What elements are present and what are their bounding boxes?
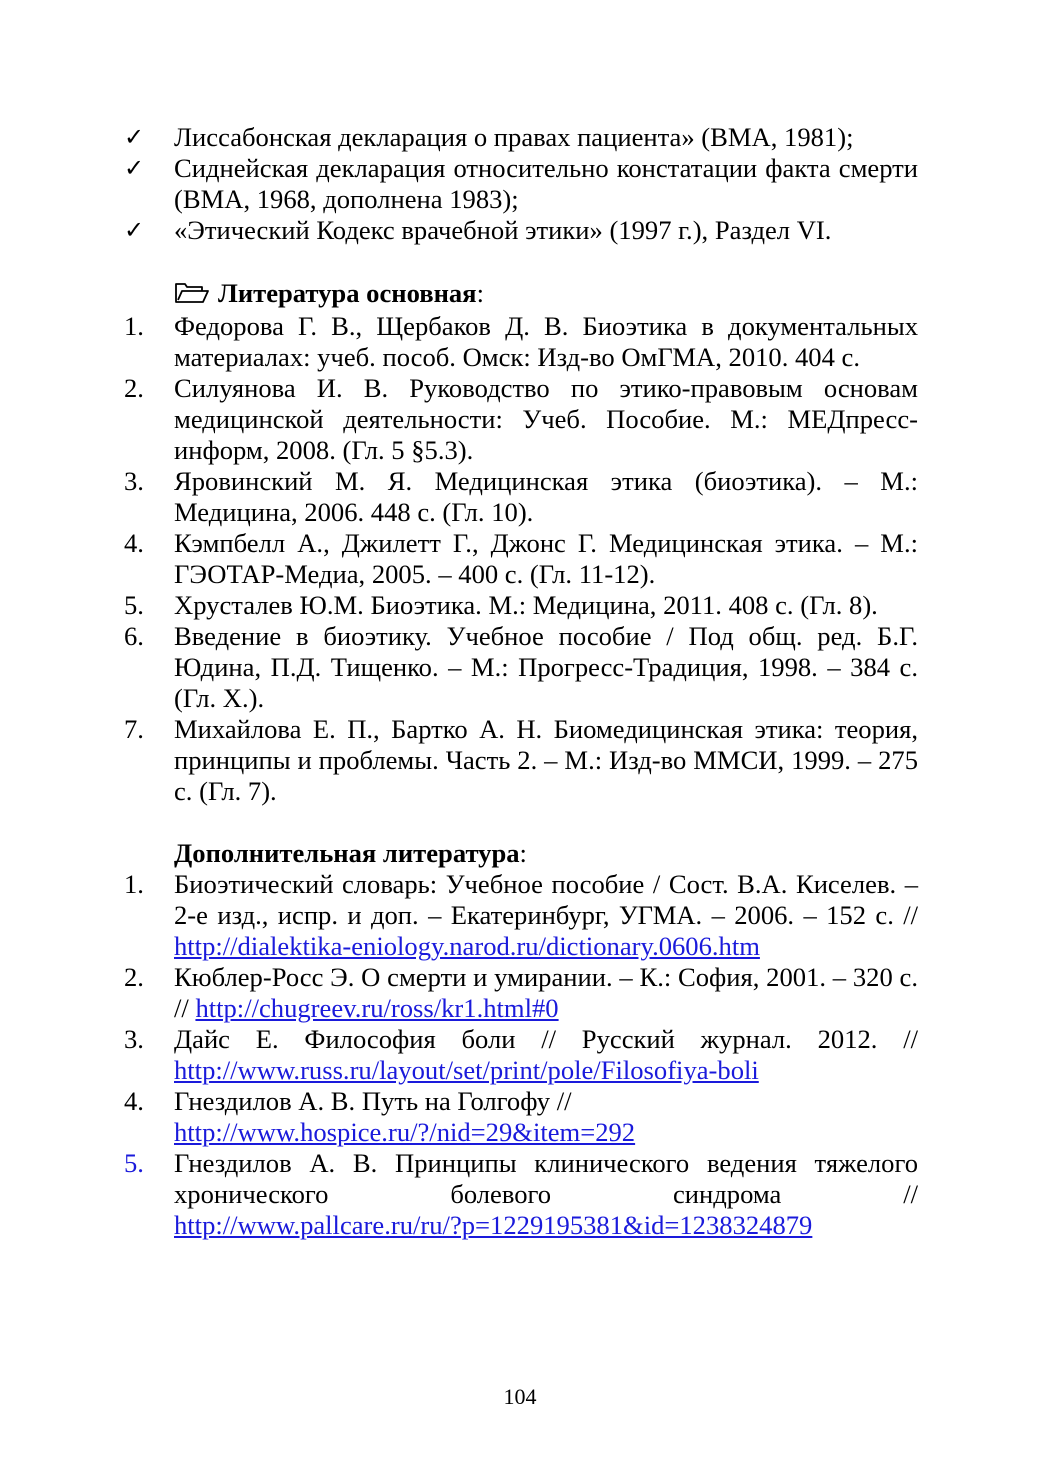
item-number: 6. [124,621,144,651]
additional-literature-item [124,869,918,962]
item-number: 1. [124,311,144,341]
item-number: 5. [124,1148,144,1178]
check-icon: ✓ [124,216,145,244]
heading-colon: : [476,278,484,308]
main-literature-item [124,311,918,373]
main-literature-title: Литература основная [218,278,477,308]
check-icon: ✓ [124,123,145,151]
reference-link[interactable]: http://www.russ.ru/layout/set/print/pole/Filosofiya-boli [174,1055,759,1085]
check-item-text: Сиднейская декларация относительно констатации факта смерти (ВМА, 1968, дополнена 1983); [174,153,918,214]
item-content [174,962,918,1024]
item-number: 5. [124,590,144,620]
item-content [174,1148,918,1241]
item-text-spaced-line [174,1179,918,1210]
item-number: 7. [124,714,144,744]
additional-literature-title: Дополнительная литература [174,838,520,868]
item-word: болевого [450,1179,552,1209]
item-number: 3. [124,466,144,496]
main-literature-item [124,373,918,466]
reference-link[interactable]: http://chugreev.ru/ross/kr1.html#0 [195,993,559,1023]
item-text: Введение в биоэтику. Учебное пособие / Под общ. ред. Б.Г. Юдина, П.Д. Тищенко. – М.: Прогресс-Традиция, 1998. – 384 с. (Гл. Х.). [174,621,918,713]
item-text: Михайлова Е. П., Бартко А. Н. Биомедицинская этика: теория, принципы и проблемы. Часть 2. – М.: Изд-во ММСИ, 1999. – 275 с. (Гл. 7). [174,714,918,806]
item-word: синдрома [672,1179,782,1209]
check-item-text: «Этический Кодекс врачебной этики» (1997 г.), Раздел VI. [174,215,832,245]
document-page [124,122,918,1241]
heading-colon: : [519,838,527,868]
additional-literature-heading [174,838,918,869]
additional-literature-item [124,1024,918,1086]
item-text: Кэмпбелл А., Джилетт Г., Джонс Г. Медицинская этика. – М.: ГЭОТАР-Медиа, 2005. – 400 с. (Гл. 11-12). [174,528,918,589]
item-number: 4. [124,528,144,558]
additional-literature-item [124,1148,918,1241]
reference-link[interactable]: http://www.pallcare.ru/ru/?p=1229195381&id=1238324879 [174,1210,813,1240]
item-text: Федорова Г. В., Щербаков Д. В. Биоэтика в документальных материалах: учеб. пособ. Омск: Изд-во ОмГМА, 2010. 404 с. [174,311,918,372]
item-word: хронического [174,1179,329,1209]
item-number: 2. [124,962,144,992]
item-number: 2. [124,373,144,403]
check-item [124,215,918,246]
item-text: Силуянова И. В. Руководство по этико-правовым основам медицинской деятельности: Учеб. Пособие. М.: МЕДпресс-информ, 2008. (Гл. 5 §5.3). [174,373,918,465]
main-literature-item [124,714,918,807]
item-content [174,1024,918,1086]
main-literature-heading [174,278,918,311]
reference-link[interactable]: http://dialektika-eniology.narod.ru/dictionary.0606.htm [174,931,760,961]
additional-literature-item [124,962,918,1024]
main-literature-item [124,466,918,528]
main-literature-item [124,621,918,714]
reference-link[interactable]: http://www.hospice.ru/?/nid=29&item=292 [174,1117,636,1147]
item-word: // [903,1179,918,1209]
page-number: 104 [503,1384,537,1409]
item-text: Яровинский М. Я. Медицинская этика (биоэтика). – М.: Медицина, 2006. 448 с. (Гл. 10). [174,466,918,527]
item-number: 1. [124,869,144,899]
item-content [174,1086,918,1148]
item-text: Биоэтический словарь: Учебное пособие / Сост. В.А. Киселев. – 2-е изд., испр. и доп. – Екатеринбург, УГМА. – 2006. – 152 с. // [174,869,918,930]
folder-icon [174,280,210,311]
main-literature-item [124,590,918,621]
item-text: Дайс Е. Философия боли // Русский журнал. 2012. // [174,1024,918,1054]
item-number: 4. [124,1086,144,1116]
check-icon: ✓ [124,154,145,182]
main-literature-item [124,528,918,590]
item-text: Кюблер-Росс Э. О смерти и умирании. – К.: София, 2001. – 320 с. // [174,962,918,1023]
item-text: Гнездилов А. В. Принципы клинического ведения тяжелого [174,1148,918,1178]
check-item [124,153,918,215]
item-text: Гнездилов А. В. Путь на Голгофу // [174,1086,572,1116]
item-number: 3. [124,1024,144,1054]
check-item [124,122,918,153]
check-item-text: Лиссабонская декларация о правах пациента» (ВМА, 1981); [174,122,854,152]
item-text: Хрусталев Ю.М. Биоэтика. М.: Медицина, 2011. 408 с. (Гл. 8). [174,590,878,620]
additional-literature-item [124,1086,918,1148]
item-content [174,869,918,962]
